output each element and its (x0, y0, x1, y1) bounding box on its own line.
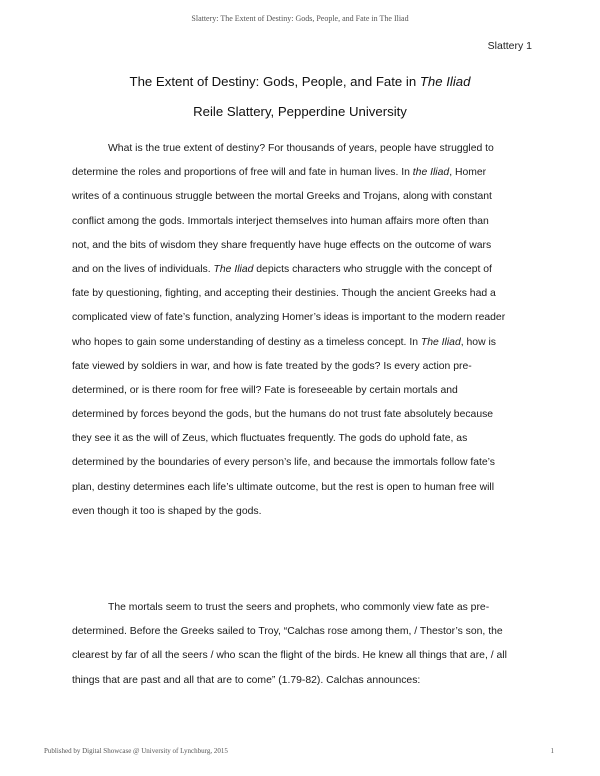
text-line: determined. Before the Greeks sailed to Troy, “Calchas rose among them, / Thestor’s son, the (72, 626, 503, 638)
text-line: clearest by far of all the seers / who scan the flight of the birds. He knew all things that are, / all (72, 650, 507, 662)
text-span: determine the roles and proportions of free will and fate in human lives. In (72, 167, 413, 179)
page-number-label: Slattery 1 (487, 40, 532, 52)
text-line: plan, destiny determines each life’s ultimate outcome, but the rest is open to human free will (72, 481, 495, 493)
paper-title-main: The Extent of Destiny: Gods, People, and Fate in (129, 74, 420, 89)
text-line: conflict among the gods. Immortals interject themselves into human affairs more often than (72, 215, 489, 227)
text-line (72, 161, 532, 185)
text-line: fate by questioning, fighting, and accepting their destinies. Though the ancient Greeks had a (72, 288, 496, 300)
text-span: , how is (460, 336, 496, 348)
paper-author: Reile Slattery, Pepperdine University (193, 104, 407, 119)
text-line: complicated view of fate’s function, analyzing Homer’s ideas is important to the modern reader (72, 312, 506, 324)
text-line: fate viewed by soldiers in war, and how is fate treated by the gods? Is every action pre- (72, 360, 472, 372)
text-line: determined by forces beyond the gods, but the humans do not trust fate absolutely because (72, 409, 494, 421)
footer-publisher: Published by Digital Showcase @ University of Lynchburg, 2015 (44, 747, 228, 755)
text-line: not, and the bits of wisdom they share frequently have huge effects on the outcome of wars (72, 239, 492, 251)
text-line (72, 331, 532, 355)
paragraph-1 (72, 137, 532, 524)
paper-title (0, 74, 600, 89)
running-head: Slattery: The Extent of Destiny: Gods, People, and Fate in The Iliad (191, 14, 409, 23)
text-line: determined by the boundaries of every person’s life, and because the immortals follow fate’s (72, 457, 495, 469)
italic-title: The Iliad (420, 336, 461, 348)
paper-title-italic: The Iliad (419, 74, 471, 89)
text-span: , Homer (449, 167, 487, 179)
paragraph-2 (72, 596, 532, 693)
text-line: The mortals seem to trust the seers and prophets, who commonly view fate as pre- (108, 602, 490, 613)
italic-title: The Iliad (213, 263, 254, 275)
text-line: even though it too is shaped by the gods. (72, 505, 262, 517)
text-span: and on the lives of individuals. (72, 263, 214, 275)
text-line: things that are past and all that are to come” (1.79-82). Calchas announces: (72, 674, 421, 686)
italic-title: the Iliad (412, 167, 450, 179)
footer-page-number: 1 (550, 747, 554, 755)
text-line: they see it as the will of Zeus, which fluctuates frequently. The gods do uphold fate, as (72, 433, 468, 445)
text-span: who hopes to gain some understanding of destiny as a timeless concept. In (72, 336, 421, 348)
text-line (72, 258, 532, 282)
text-line: writes of a continuous struggle between the mortal Greeks and Trojans, along with constant (72, 191, 492, 203)
text-line: determined, or is there room for free will? Fate is foreseeable by certain mortals and (72, 384, 458, 396)
text-span: depicts characters who struggle with the concept of (253, 263, 492, 275)
text-line: What is the true extent of destiny? For thousands of years, people have struggled to (108, 143, 494, 154)
